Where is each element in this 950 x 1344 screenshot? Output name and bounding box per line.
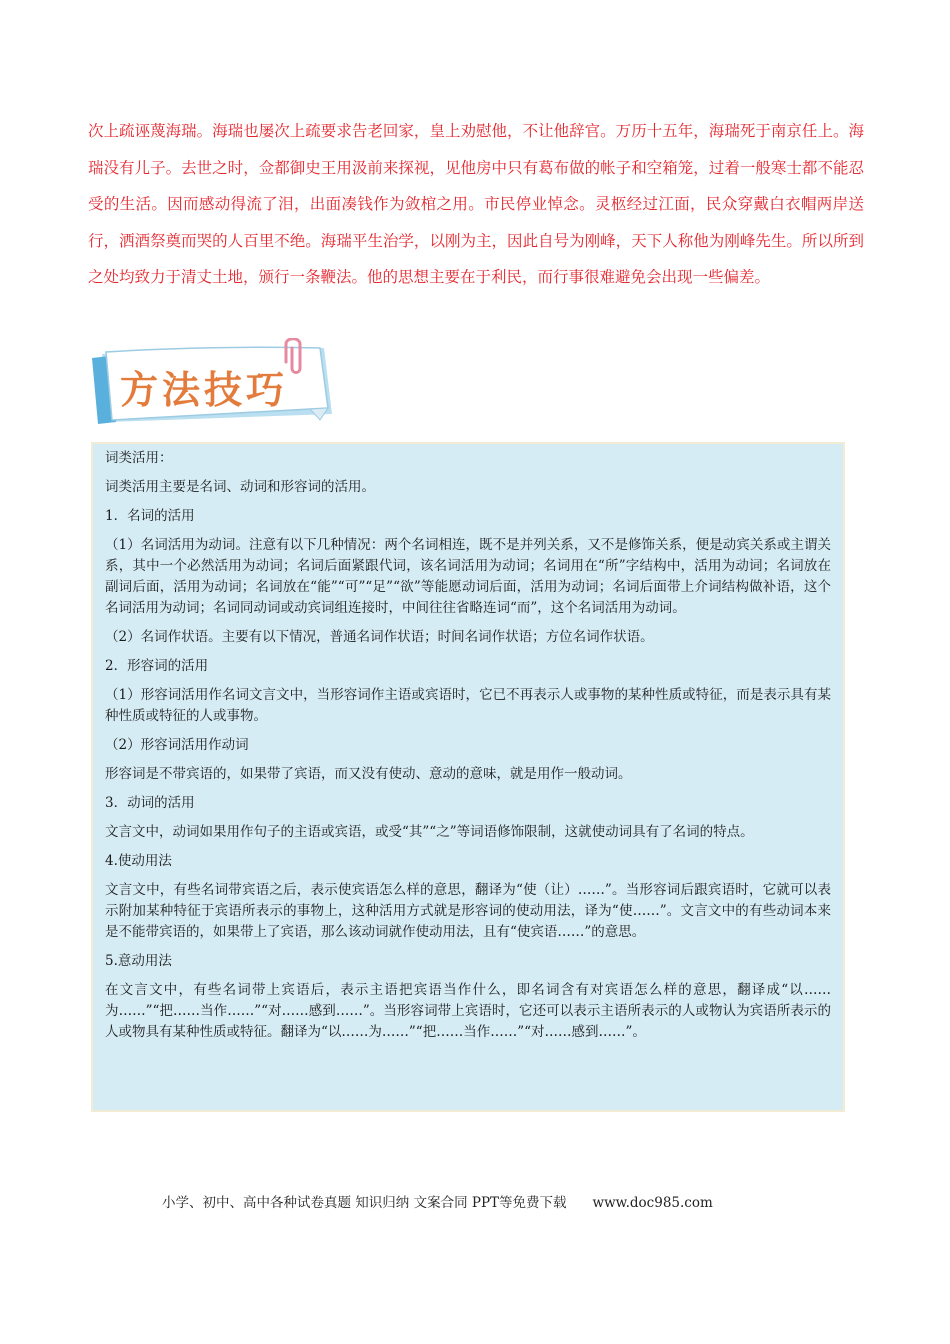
method-content-box	[91, 442, 845, 1112]
method-heading: 4.使动用法	[105, 853, 172, 869]
method-paragraph: 在文言文中，有些名词带上宾语后，表示主语把宾语当作什么，即名词含有对宾语怎么样的意思，翻译成“以……为……”“把……当作……”“对……感到……”。当形容词带上宾语时，它还可以表示主语所表示的人或物认为宾语所表示的人或物具有某种性质或特征。翻译为“以……为……”“把……当作……”“对……感到……”。	[105, 982, 831, 1040]
method-heading: 3．动词的活用	[105, 795, 195, 811]
method-tips-banner	[88, 338, 340, 426]
method-paragraph: 文言文中，有些名词带宾语之后，表示使宾语怎么样的意思，翻译为“使（让）……”。当形容词后跟宾语时，它就可以表示附加某种特征于宾语所表示的事物上，这种活用方式就是形容词的使动用法，译为“使……”。文言文中的有些动词本来是不能带宾语的，如果带上了宾语，那么该动词就作使动用法，且有“使宾语……”的意思。	[105, 882, 831, 940]
method-paragraph: （2）名词作状语。主要有以下情况，普通名词作状语；时间名词作状语；方位名词作状语。	[105, 629, 654, 645]
method-paragraph: （2）形容词活用作动词	[105, 737, 249, 753]
method-heading: 2．形容词的活用	[105, 658, 209, 674]
method-heading: 1．名词的活用	[105, 508, 195, 524]
method-paragraph: 文言文中，动词如果用作句子的主语或宾语，或受“其”“之”等词语修饰限制，这就使动词具有了名词的特点。	[105, 824, 754, 840]
method-paragraph: （1）形容词活用作名词文言文中，当形容词作主语或宾语时，它已不再表示人或事物的某种性质或特征，而是表示具有某种性质或特征的人或事物。	[105, 687, 831, 724]
story-passage: 次上疏诬蔑海瑞。海瑞也屡次上疏要求告老回家，皇上劝慰他，不让他辞官。万历十五年，海瑞死于南京任上。海瑞没有儿子。去世之时，佥都御史王用汲前来探视，见他房中只有葛布做的帐子和空箱笼，过着一般寒士都不能忍受的生活。因而感动得流了泪，出面凑钱作为敛棺之用。市民停业悼念。灵柩经过江面，民众穿戴白衣帽两岸送行，洒酒祭奠而哭的人百里不绝。海瑞平生治学，以刚为主，因此自号为刚峰，天下人称他为刚峰先生。所以所到之处均致力于清丈土地，颁行一条鞭法。他的思想主要在于利民，而行事很难避免会出现一些偏差。	[88, 122, 864, 286]
banner-title: 方法技巧	[120, 367, 289, 412]
method-paragraph: 词类活用主要是名词、动词和形容词的活用。	[105, 479, 375, 495]
method-paragraph: 形容词是不带宾语的，如果带了宾语，而又没有使动、意动的意味，就是用作一般动词。	[105, 766, 632, 782]
method-heading: 5.意动用法	[105, 953, 172, 969]
footer-url[interactable]: www.doc985.com	[592, 1195, 713, 1211]
method-paragraph: （1）名词活用为动词。注意有以下几种情况：两个名词相连，既不是并列关系，又不是修饰关系，便是动宾关系或主谓关系，其中一个必然活用为动词；名词后面紧跟代词，该名词活用为动词；名词用在“所”字结构中，活用为动词；名词放在副词后面，活用为动词；名词放在“能”“可”“足”“欲”等能愿动词后面，活用为动词；名词后面带上介词结构做补语，这个名词活用为动词；名词同动词或动宾词组连接时，中间往往省略连词“而”，这个名词活用为动词。	[105, 537, 831, 616]
method-paragraph: 词类活用：	[105, 450, 173, 466]
footer-text: 小学、初中、高中各种试卷真题 知识归纳 文案合同 PPT等免费下载	[162, 1195, 567, 1211]
page-footer	[162, 1191, 713, 1211]
